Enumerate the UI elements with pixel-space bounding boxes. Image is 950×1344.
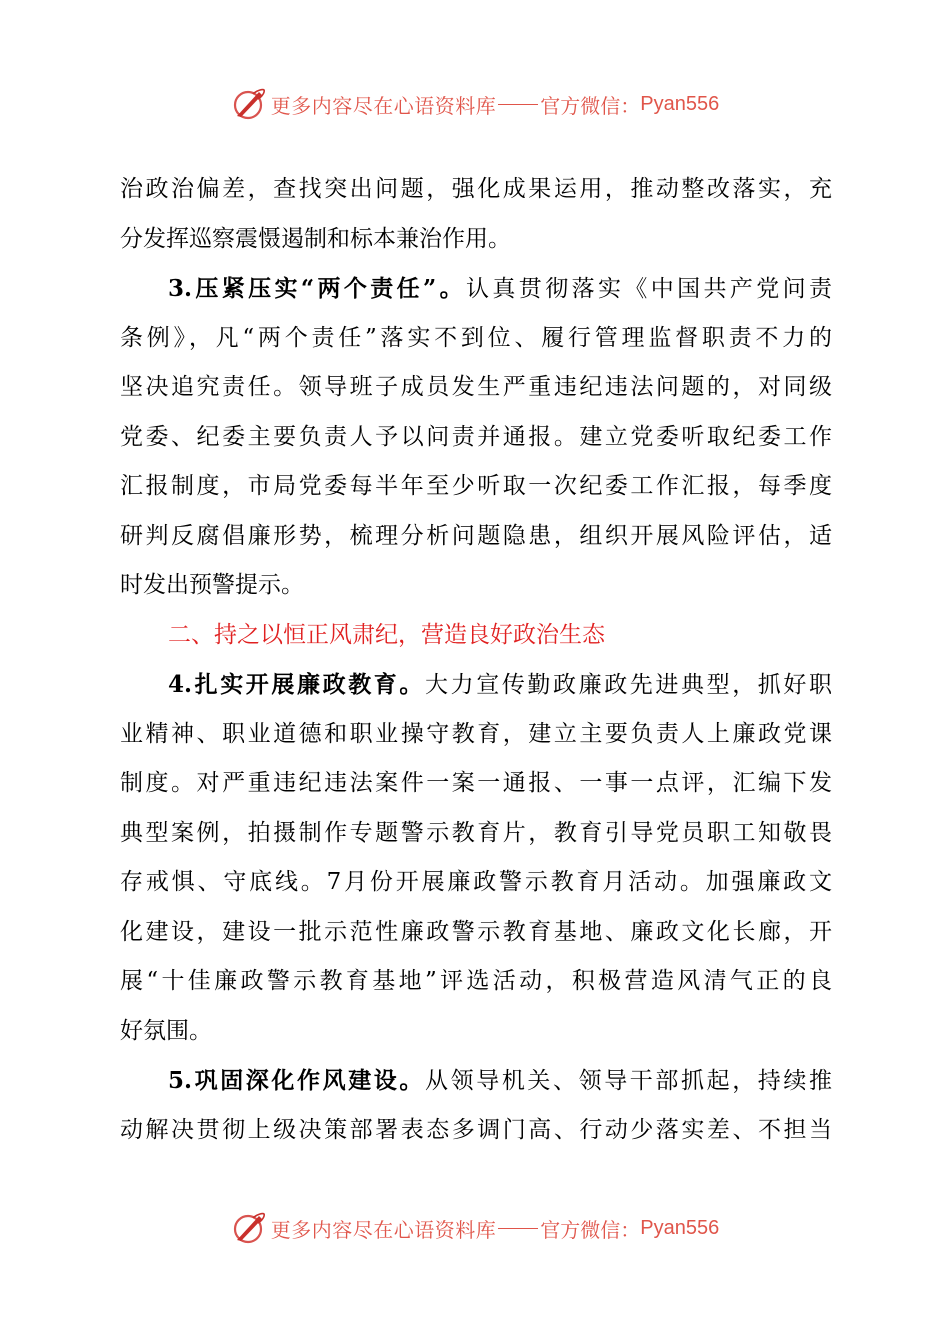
quill-logo-icon [231, 1210, 267, 1246]
text-line: 化建设，建设一批示范性廉政警示教育基地、廉政文化长廊，开 [120, 918, 832, 945]
text-line: 动解决贯彻上级决策部署表态多调门高、行动少落实差、不担当 [120, 1116, 832, 1143]
paragraph-5-first-line [120, 1056, 832, 1106]
paragraph-4-title: 4.扎实开展廉政教育。 [168, 671, 426, 698]
document-body [120, 165, 832, 1155]
paragraph-3-first-line [120, 264, 832, 314]
text-run: 大力宣传勤政廉政先进典型，抓好职 [425, 672, 833, 698]
text-run: 从领导机关、领导干部抓起，持续推 [425, 1068, 833, 1094]
text-line: 展“十佳廉政警示教育基地”评选活动，积极营造风清气正的良 [120, 968, 832, 994]
text-line: 汇报制度，市局党委每半年至少听取一次纪委工作汇报，每季度 [120, 473, 832, 499]
text-line: 坚决追究责任。领导班子成员发生严重违纪违法问题的，对同级 [120, 374, 832, 400]
paragraph-5-title: 5.巩固深化作风建设。 [168, 1067, 426, 1094]
text-line: 业精神、职业道德和职业操守教育，建立主要负责人上廉政党课 [120, 720, 832, 747]
text-line: 典型案例，拍摄制作专题警示教育片，教育引导党员职工知敬畏 [120, 819, 832, 846]
watermark-id: Pyan556 [640, 92, 720, 115]
text-line: 时发出预警提示。 [120, 572, 304, 598]
text-line: 党委、纪委主要负责人予以问责并通报。建立党委听取纪委工作 [120, 423, 832, 450]
text-line: 研判反腐倡廉形势，梳理分析问题隐患，组织开展风险评估，适 [120, 522, 832, 549]
watermark-dash [498, 1228, 538, 1229]
watermark-text: 更多内容尽在心语资料库 [270, 1217, 497, 1242]
text-line: 条例》，凡“两个责任”落实不到位、履行管理监督职责不力的 [120, 324, 832, 351]
text-run: 认真贯彻落实《中国共产党问责 [466, 276, 832, 302]
watermark-banner-top [0, 82, 950, 126]
paragraph-3-title: 3.压紧压实“两个责任”。 [168, 275, 467, 302]
text-line: 治政治偏差，查找突出问题，强化成果运用，推动整改落实，充 [120, 176, 832, 202]
watermark-text: 更多内容尽在心语资料库 [270, 93, 497, 118]
watermark-id: Pyan556 [640, 1216, 720, 1239]
text-line: 存戒惧、守底线。7月份开展廉政警示教育月活动。加强廉政文 [120, 869, 832, 895]
paragraph-4-first-line [120, 660, 832, 710]
watermark-dash [498, 104, 538, 105]
quill-logo-icon [231, 86, 267, 122]
watermark-label: 官方微信： [540, 93, 641, 118]
text-line: 分发挥巡察震慑遏制和标本兼治作用。 [120, 225, 511, 252]
watermark-banner-bottom [0, 1206, 950, 1250]
watermark-label: 官方微信： [540, 1217, 641, 1242]
text-line: 制度。对严重违纪违法案件一案一通报、一事一点评，汇编下发 [120, 770, 832, 796]
section-heading: 二、持之以恒正风肃纪，营造良好政治生态 [168, 621, 605, 648]
text-line: 好氛围。 [120, 1017, 212, 1044]
